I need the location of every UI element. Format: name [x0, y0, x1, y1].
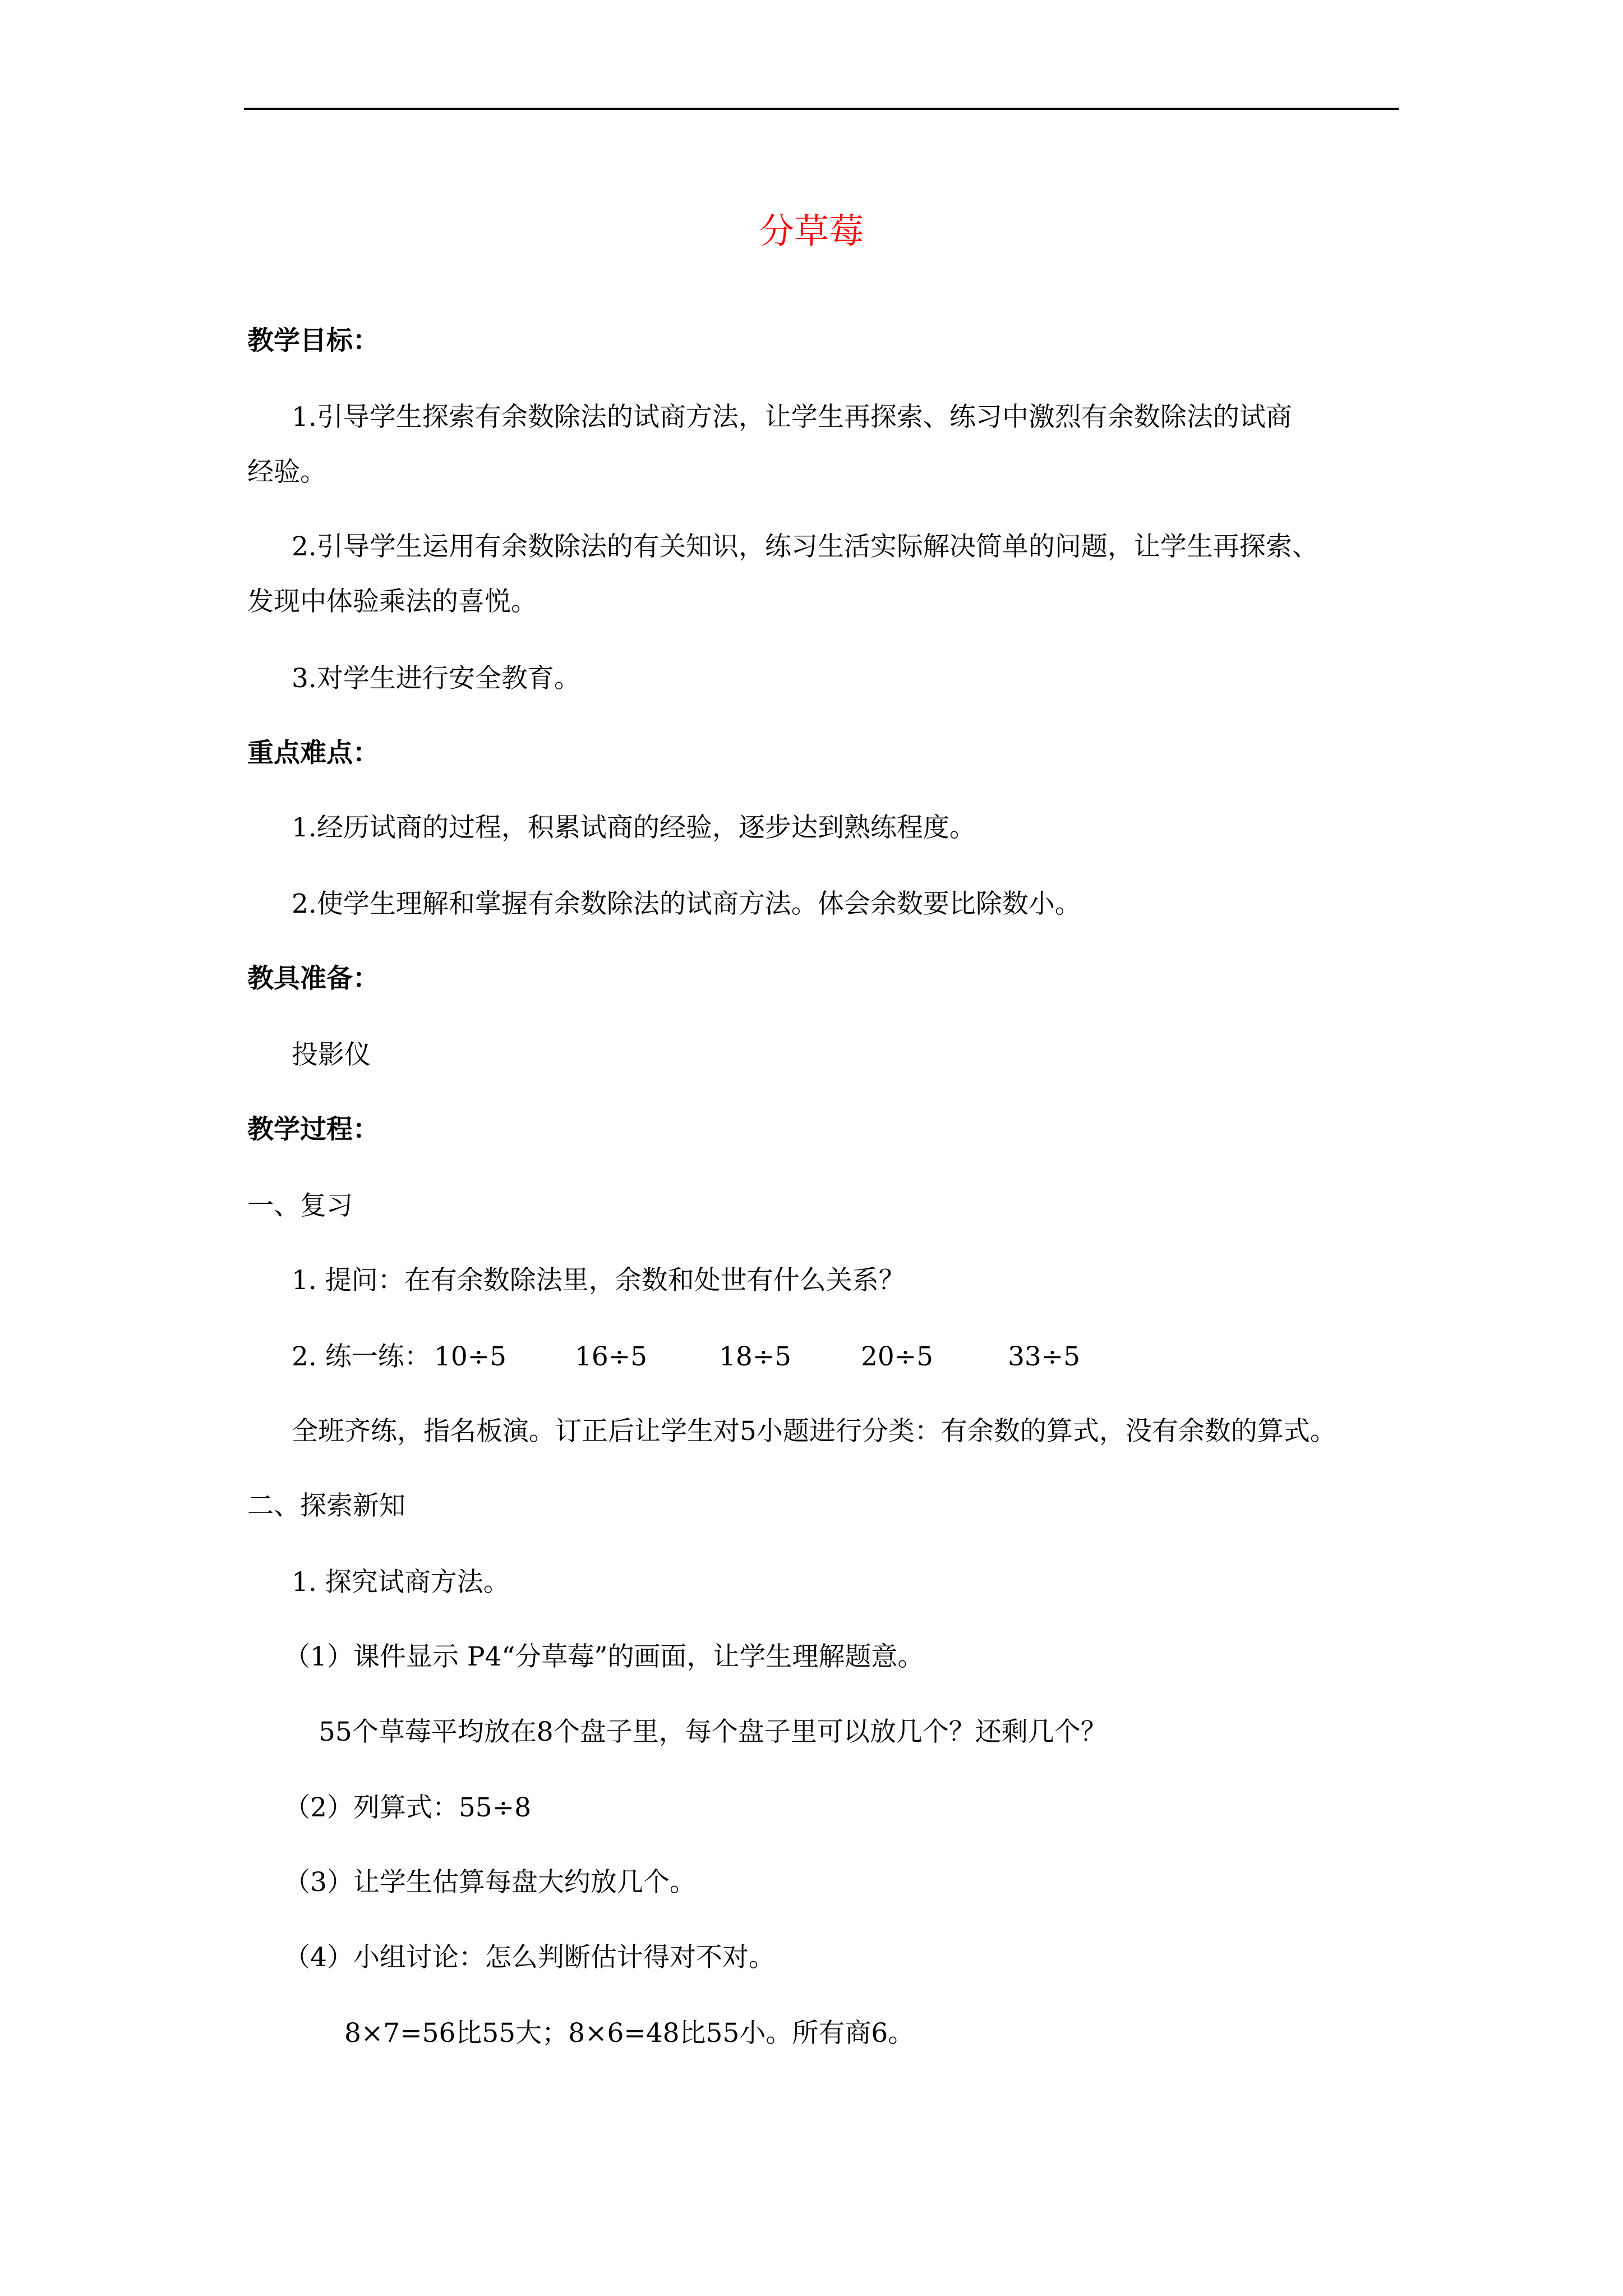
key-heading: 重点难点： [247, 738, 379, 769]
review-3: 全班齐练，指名板演。订正后让学生对5小题进行分类：有余数的算式，没有余数的算式。 [292, 1416, 1336, 1447]
goal-1-line-2: 经验。 [247, 457, 326, 487]
problem-statement: 55个草莓平均放在8个盘子里，每个盘子里可以放几个？还剩几个？ [319, 1717, 1107, 1747]
goal-2-line-1: 2.引导学生运用有余数除法的有关知识，练习生活实际解决简单的问题，让学生再探索、 [292, 531, 1318, 562]
tools-item: 投影仪 [292, 1039, 371, 1070]
key-2: 2.使学生理解和掌握有余数除法的试商方法。体会余数要比除数小。 [292, 889, 1081, 919]
exercise-item: 18÷5 [719, 1341, 792, 1372]
goal-3: 3.对学生进行安全教育。 [292, 663, 580, 694]
exercise-item: 16÷5 [575, 1341, 648, 1372]
part-1-heading: 一、复习 [247, 1190, 353, 1221]
review-1: 1. 提问：在有余数除法里，余数和处世有什么关系？ [292, 1265, 905, 1296]
part-2-heading: 二、探索新知 [247, 1490, 405, 1521]
exercise-item: 33÷5 [1008, 1341, 1081, 1372]
exercise-label: 2. 练一练： [292, 1341, 431, 1372]
goal-2-line-2: 发现中体验乘法的喜悦。 [247, 586, 537, 617]
explore-1: 1. 探究试商方法。 [292, 1567, 510, 1598]
goal-1-line-1: 1.引导学生探索有余数除法的试商方法，让学生再探索、练习中激烈有余数除法的试商 [292, 402, 1292, 432]
explore-1-1: （1）课件显示 P4“分草莓”的画面，让学生理解题意。 [284, 1641, 924, 1672]
conclusion: 8×7=56比55大；8×6=48比55小。所有商6。 [344, 2018, 915, 2049]
goals-heading: 教学目标： [247, 325, 379, 356]
header-rule [244, 108, 1399, 110]
key-1: 1.经历试商的过程，积累试商的经验，逐步达到熟练程度。 [292, 812, 976, 843]
review-2 [292, 1340, 1081, 1374]
explore-1-2: （2）列算式：55÷8 [284, 1792, 531, 1823]
tools-heading: 教具准备： [247, 963, 379, 994]
exercise-item: 10÷5 [434, 1341, 507, 1372]
explore-1-4: （4）小组讨论：怎么判断估计得对不对。 [284, 1942, 775, 1973]
page-title: 分草莓 [759, 210, 864, 251]
exercise-item: 20÷5 [861, 1341, 934, 1372]
explore-1-3: （3）让学生估算每盘大约放几个。 [284, 1867, 696, 1898]
process-heading: 教学过程： [247, 1114, 379, 1145]
